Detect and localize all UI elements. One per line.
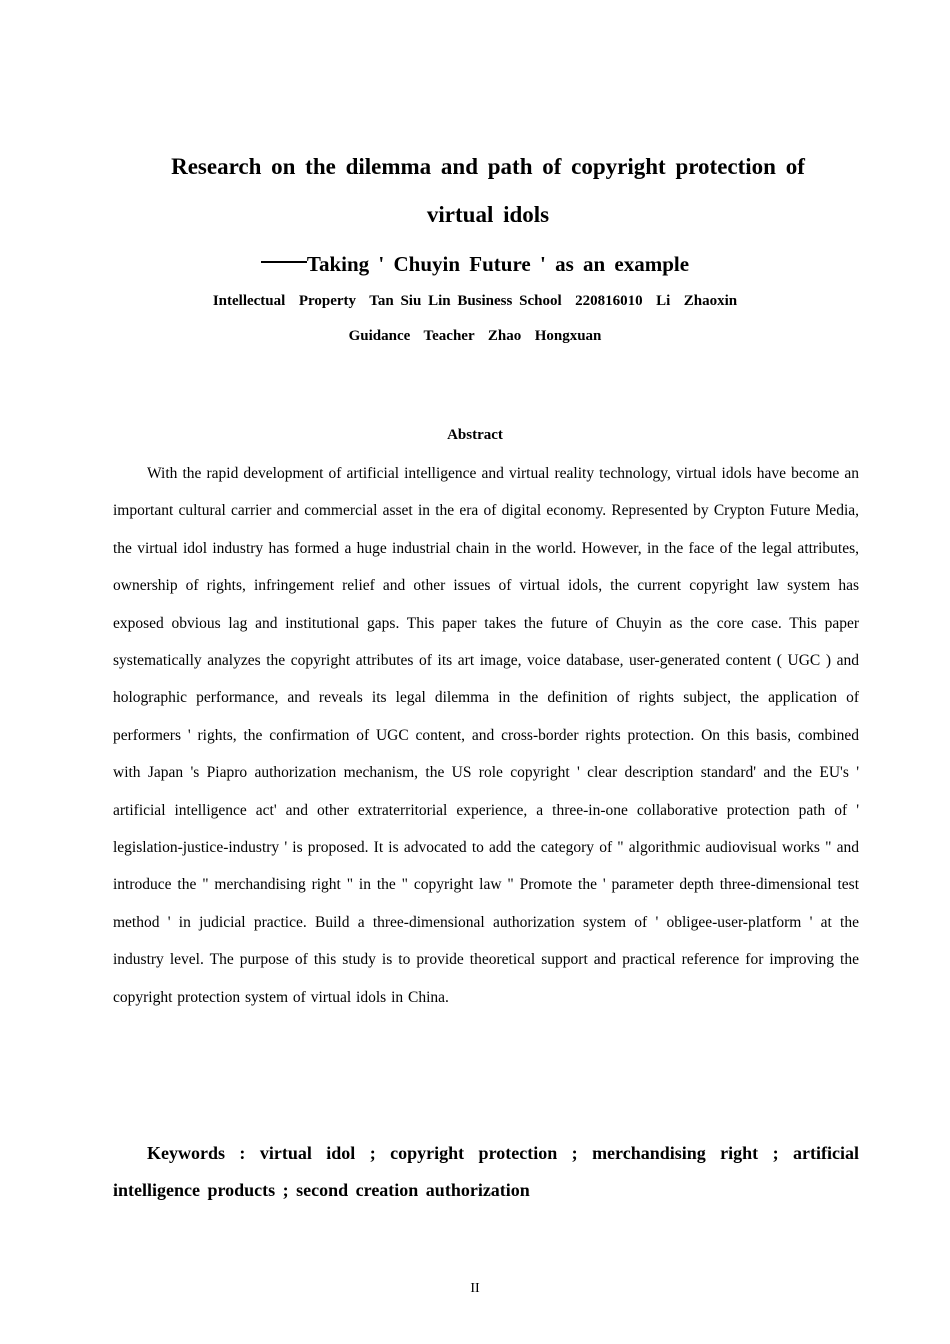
abstract-body: With the rapid development of artificial intelligence and virtual reality technology, virtual idols have become an important cultural carrier and commercial asset in the era of digital economy. Represented by Crypton Future Media, the virtual idol industry has formed a huge industrial chain in the world. However, in the face of the legal attributes, ownership of rights, infringement relief and other issues of virtual idols, the current copyright law system has exposed obvious lag and institutional gaps. This paper takes the future of Chuyin as the core case. This paper systematically analyzes the copyright attributes of its art image, voice database, user-generated content ( UGC ) and holographic performance, and reveals its legal dilemma in the definition of rights subject, the application of performers ' rights, the confirmation of UGC content, and cross-border rights protection. On this basis, combined with Japan 's Piapro authorization mechanism, the US role copyright ' clear description standard' and the EU's ' artificial intelligence act' and other extraterritorial experience, a three-in-one collaborative protection path of ' legislation-justice-industry ' is proposed. It is advocated to add the category of " algorithmic audiovisual works " and introduce the " merchandising right " in the " copyright law " Promote the ' parameter depth three-dimensional test method ' in judicial practice. Build a three-dimensional authorization system of ' obligee-user-platform ' at the industry level. The purpose of this study is to provide theoretical support and practical reference for improving the copyright protection system of virtual idols in China.	[113, 465, 859, 1006]
page-number: II	[470, 1281, 480, 1296]
teacher-line: Guidance Teacher Zhao Hongxuan	[348, 328, 602, 344]
paper-subtitle	[0, 252, 950, 277]
keywords: Keywords : virtual idol ; copyright protection ; merchandising right ; artificial intelligence products ; second creation authorization	[113, 1143, 859, 1200]
abstract-heading: Abstract	[447, 427, 503, 443]
author-line: Intellectual Property Tan Siu Lin Business School 220816010 Li Zhaoxin	[212, 293, 738, 309]
paper-title: Research on the dilemma and path of copyright protection of virtual idols	[171, 154, 805, 227]
em-dash-rule	[261, 261, 307, 263]
subtitle-text: Taking ' Chuyin Future ' as an example	[306, 252, 690, 276]
